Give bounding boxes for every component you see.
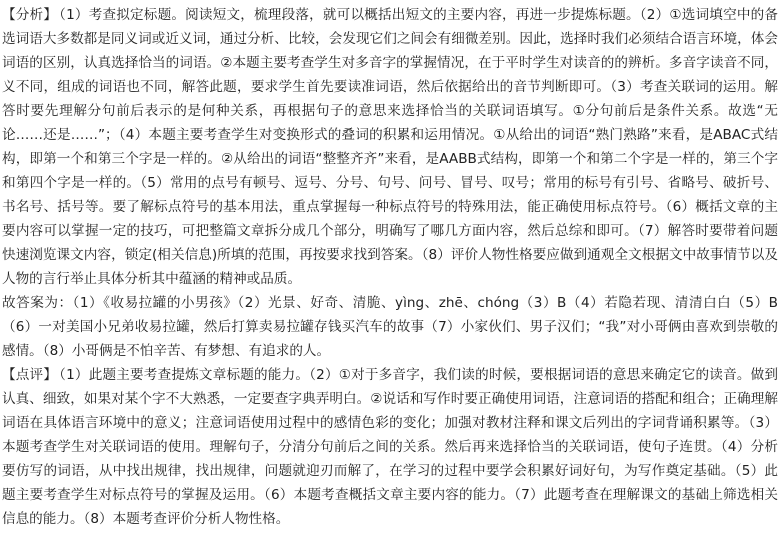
comment-section bbox=[2, 363, 778, 531]
answer-section bbox=[2, 291, 778, 363]
analysis-tag: 【分析】 bbox=[2, 7, 58, 23]
comment-text: （1）此题主要考查提炼文章标题的能力。（2）①对于多音字，我们读的时候，要根据词语的意思来确定它的读音。做到认真、细致，如果对某个字不大熟悉，一定要查字典弄明白。②说话和写作时要正确使用词语，注意词语的搭配和组合；正确理解词语在具体语言环境中的意义；注意词语使用过程中的感情色彩的变化；加强对教材注释和课文后列出的字词背诵积累等。（3）本题考查学生对关联词语的使用。理解句子，分清分句前后之间的关系。然后再来选择恰当的关联词语，使句子连贯。（4）分析要仿写的词语，从中找出规律，找出规律，问题就迎刃而解了，在学习的过程中要学会积累好词好句，为写作奠定基础。（5）此题主要考查学生对标点符号的掌握及运用。（6）本题考查概括文章主要内容的能力。（7）此题考查在理解课文的基础上筛选相关信息的能力。（8）本题考查评价分析人物性格。 bbox=[2, 367, 778, 527]
comment-tag: 【点评】 bbox=[2, 367, 58, 383]
analysis-text: （1）考查拟定标题。阅读短文，梳理段落，就可以概括出短文的主要内容，再进一步提炼标题。（2）①选词填空中的备选词语大多数都是同义词或近义词，通过分析、比较，会发现它们之间会有细微差别。因此，选择时我们必须结合语言环境，体会词语的区别，认真选择恰当的词语。②本题主要考查学生对多音字的掌握情况，在于平时学生对读音的的辨析。多音字读音不同，义不同，组成的词语也不同，解答此题，要求学生首先要读准词语，然后依据给出的音节判断即可。（3）考查关联词的运用。解答时要先理解分句前后表示的是何种关系，再根据句子的意思来选择恰当的关联词语填写。①分句前后是条件关系。故选“无论……还是……”；（4）本题主要考查学生对变换形式的叠词的积累和运用情况。①从给出的词语“熟门熟路”来看，是ABAC式结构，即第一个和第三个字是一样的。②从给出的词语“整整齐齐”来看，是AABB式结构，即第一个和第二个字是一样的，第三个字和第四个字是一样的。（5）常用的点号有顿号、逗号、分号、句号、问号、冒号、叹号；常用的标号有引号、省略号、破折号、书名号、括号等。要了解标点符号的基本用法，重点掌握每一种标点符号的特殊用法，能正确使用标点符号。（6）概括文章的主要内容可以掌握一定的技巧，可把整篇文章拆分成几个部分，明确写了哪几方面内容，然后总综和即可。（7）解答时要带着问题快速浏览课文内容，锁定(相关信息)所填的范围，再按要求找到答案。（8）评价人物性格要应做到通观全文根据文中故事情节以及人物的言行举止具体分析其中蕴涵的精神或品质。 bbox=[2, 7, 778, 287]
answer-text: （1）《收易拉罐的小男孩》（2）光景、好奇、清脆、yìng、zhē、chóng（3）B（4）若隐若现、清清白白（5）B（6）一对美国小兄弟收易拉罐，然后打算卖易拉罐存钱买汽车的故事（7）小家伙们、男子汉们；“我”对小哥俩由喜欢到崇敬的感情。（8）小哥俩是不怕辛苦、有梦想、有追求的人。 bbox=[2, 295, 779, 359]
answer-tag: 故答案为： bbox=[2, 295, 73, 311]
analysis-section bbox=[2, 3, 778, 291]
